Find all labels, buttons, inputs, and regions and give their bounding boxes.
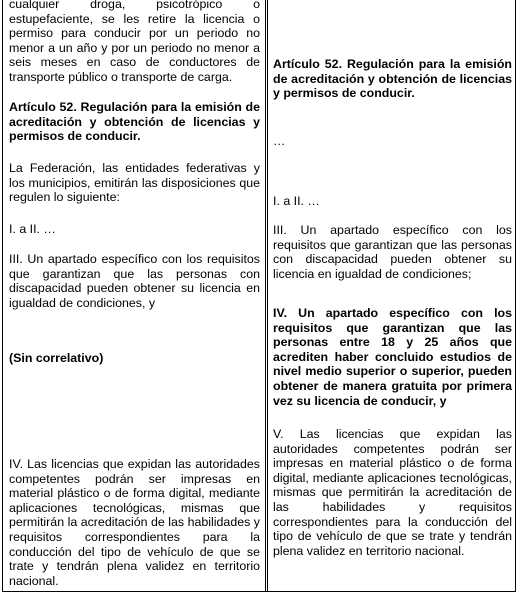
item-iii: III. Un apartado específico con los requisitos que garantizan que las personas con discapacidad pueden obtener su licencia en igualdad de condiciones; — [273, 223, 512, 281]
item-iv: IV. Un apartado específico con los requisitos que garantizan que las personas entre 18 y 25 años que acrediten haber concluido estudios de nivel medio superior o superior, pueden obtener de manera gratuita por primera vez su licencia de conducir, y — [273, 306, 512, 408]
article-52-heading: Artículo 52. Regulación para la emisión de acreditación y obtención de licencias y permisos de conducir. — [9, 100, 260, 144]
paragraph-intro: cualquier droga, psicotrópico o estupefaciente, se les retire la licencia o permiso para conducir por un periodo no menor a un año y por un periodo no menor a seis meses en caso de conductores de transporte público o transporte de carga. — [9, 0, 260, 84]
paragraph-federation: La Federación, las entidades federativas y los municipios, emitirán las disposiciones que regulen lo siguiente: — [9, 161, 260, 205]
item-iii: III. Un apartado específico con los requisitos que garantizan que las personas con discapacidad pueden obtener su licencia en igualdad de condiciones, y — [9, 252, 260, 310]
item-v: V. Las licencias que expidan las autoridades competentes podrán ser impresas en material plástico o de forma digital, mediante aplicaciones tecnológicas, mismas que permitirán la acreditación de las habilidades y requisitos correspondientes para la conducción del tipo de vehículo de que se trate y tendrán plena validez en territorio nacional. — [273, 427, 512, 558]
ellipsis-text: … — [273, 134, 286, 148]
item-i-ii: I. a II. … — [273, 194, 320, 208]
item-iv: IV. Las licencias que expidan las autoridades competentes podrán ser impresas en material plástico o de forma digital, mediante aplicaciones tecnológicas, mismas que permitirán la acreditación de las habilidades y requisitos correspondientes para la conducción del tipo de vehículo de que se trate y tendrán plena validez en territorio nacional. — [9, 457, 260, 588]
item-i-ii: I. a II. … — [9, 222, 56, 236]
comparison-table — [2, 0, 516, 592]
article-52-heading: Artículo 52. Regulación para la emisión de acreditación y obtención de licencias y permisos de conducir. — [273, 57, 512, 101]
column-divider — [265, 0, 268, 591]
no-correlative-note: (Sin correlativo) — [9, 351, 104, 365]
